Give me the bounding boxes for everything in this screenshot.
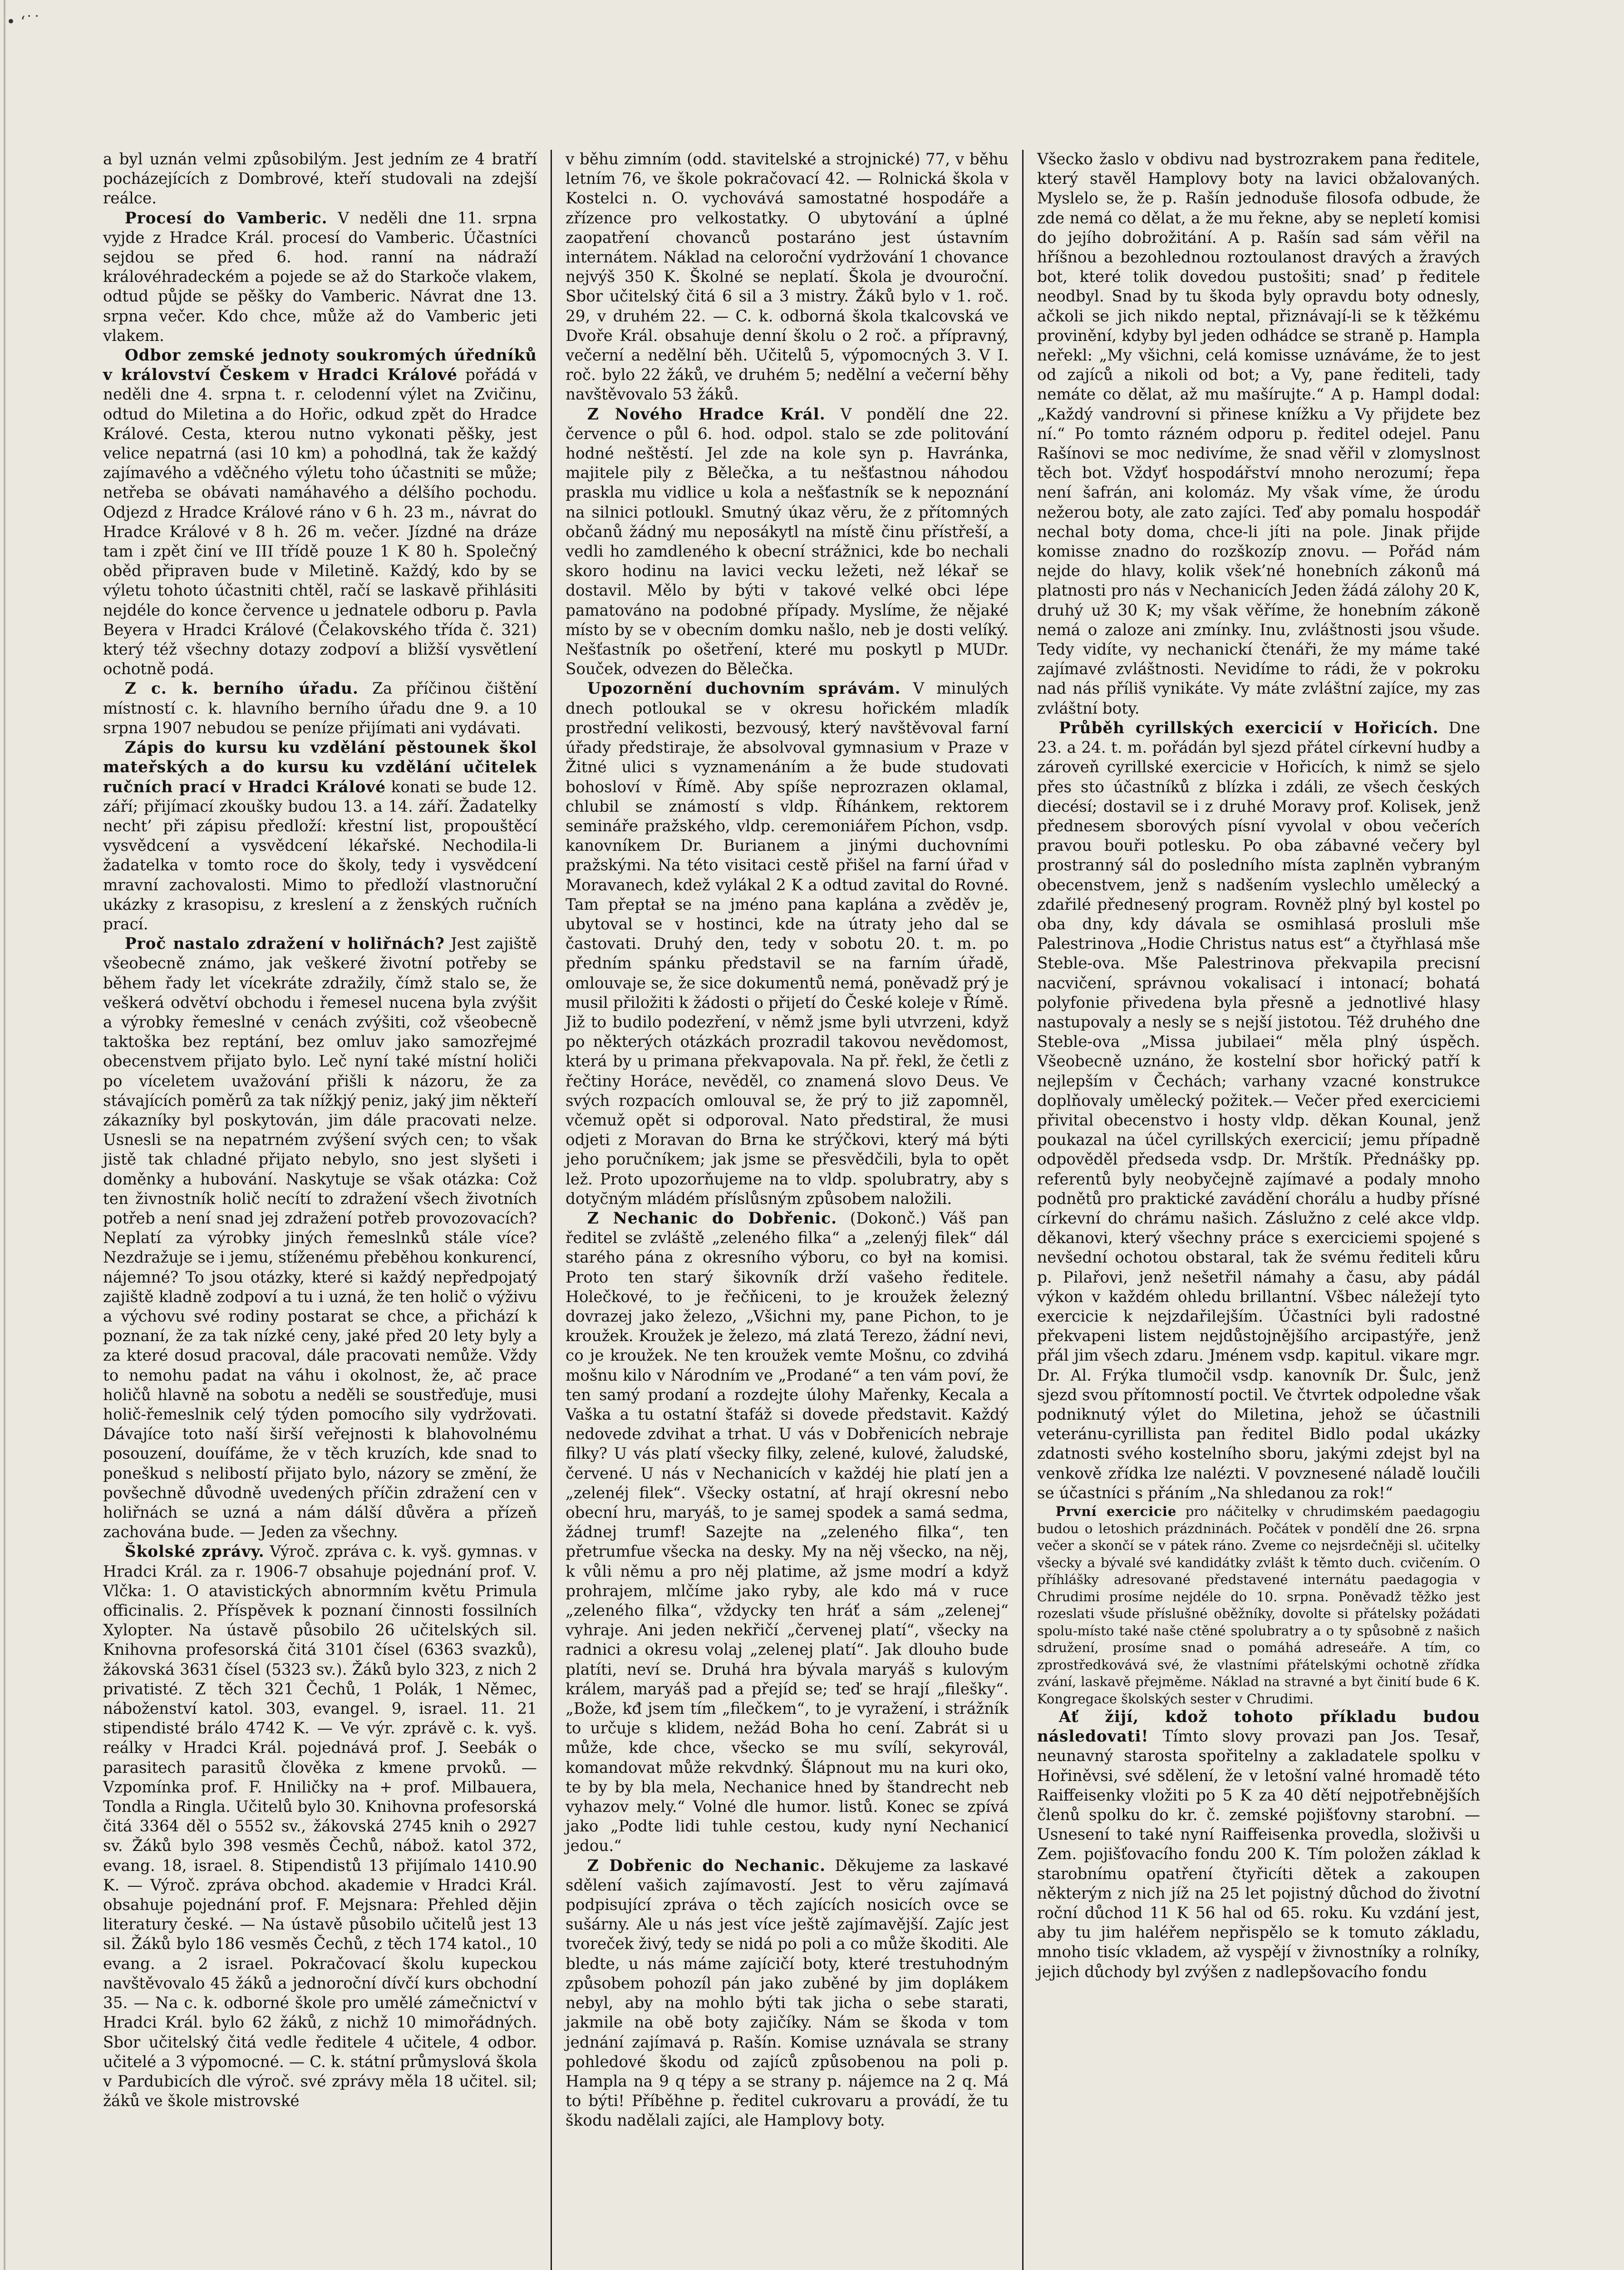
- article-text: konati se bude 12. září; přijímací zkoušky budou 13. a 14. září. Žadatelky necht’ při zápisu předloží: křestní list, propouštěcí vysvědcení a vysvědcení lékařské. Nechodila-li žadatelka v tomto roce do školy, tedy i vysvědcení mravní zachovalosti. Mimo to předloží vlastnoruční ukázky z krasopisu, z kreslení a z ženských ručních prací.: [103, 778, 537, 933]
- article-heading: Odbor zemské jednoty soukromých úředníků v království Českem v Hradci Králové: [103, 346, 537, 385]
- scan-edge: [4, 0, 5, 2270]
- article-text: pořádá v neděli dne 4. srpna t. r. celodenní výlet na Zvičinu, odtud do Miletina a do Hořic, odkud zpět do Hradce Králové. Cesta, kterou nutno vykonati pěšky, jest velice nepatrná (asi 10 km) a pohodlná, tak že každý zajímavého a vděčného výletu toho účastniti se může; netřeba se obávati namáhavého a délšího pochodu. Odjezd z Hradce Králové ráno v 6 h. 23 m., návrat do Hradce Králové v 8 h. 26 m. večer. Jízdné na dráze tam i zpět činí ve III třídě pouze 1 K 80 h. Společný oběd připraven bude v Miletině. Každý, kdo by se výletu tohoto účastniti chtěl, račí se laskavě přihlásiti nejdéle do konce července u jednatele odboru p. Pavla Beyera v Hradci Králové (Čelakovského třída č. 321) který též všechny dotazy zodpoví a bližší vysvětlení ochotně podá.: [103, 366, 537, 679]
- article-paragraph: [103, 738, 537, 934]
- article-paragraph: [566, 405, 1009, 680]
- article-heading: Z c. k. berního úřadu.: [124, 680, 359, 698]
- article-paragraph: [566, 150, 1009, 405]
- article-paragraph: [1037, 1707, 1480, 1982]
- article-text: V pondělí dne 22. července o půl 6. hod. odpol. stalo se zde politování hodné neštěstí. Jel zde na kole syn p. Havránka, majitele pily z Bělečka, a tu nešťastnou náhodou praskla mu vidlice u kola a nešťastník se k nepoznání na silnici potloukl. Smutný úkaz věru, že z přítomných občanů žádný mu neposákytl na místě činu přístřeší, a vedli ho zamdleného k obecní strážnici, kde bo nechali skoro hodinu na lavici vecku ležeti, než lékař se dostavil. Mělo by býti v takové velké obci lépe pamatováno na podobné případy. Myslíme, že nějaké místo by se v obecním domku našlo, neb je dosti velíký. Nešťastník po ošetření, které mu poskytl p MUDr. Souček, odvezen do Bělečka.: [566, 405, 1009, 679]
- article-paragraph: [1037, 1503, 1480, 1707]
- column-1: [93, 150, 547, 2270]
- article-heading: Z Dobřenic do Nechanic.: [587, 1856, 826, 1875]
- article-paragraph: [1037, 150, 1480, 719]
- column-2: [556, 150, 1019, 2270]
- three-column-layout: [93, 150, 1500, 2270]
- article-heading: Zápis do kursu ku vzdělání pěstounek škol mateřských a do kursu ku vzdělání učitelek ručních prací v Hradci Králové: [103, 739, 537, 796]
- column-divider: [1022, 150, 1024, 2270]
- article-paragraph: [103, 1542, 537, 2111]
- article-paragraph: [103, 934, 537, 1542]
- article-heading: První exercicie: [1055, 1504, 1177, 1520]
- article-text: V minulých dnech potloukal se v okresu hořickém mladík prostřední velikosti, bezvousý, který navštěvoval farní úřady předstiraje, že absolvoval gymnasium v Praze v Žitné ulici s vyznamenáním a že bude studovati bohosloví v Římě. Aby spíše neprozrazen oklamal, chlubil se známostí s vldp. Říhánkem, rektorem semináře pražského, vldp. ceremoniářem Píchon, vsdp. kanovníkem Dr. Burianem a jinými duchovními pražskými. Na této visitaci cestě přišel na farní úřad v Moravanech, kdež vylákal 2 K a odtud zavital do Rovné. Tam přeptał se na jméno pana kaplána a zvěděv je, ubytoval se v hostinci, kde na útraty jeho dal se častovati. Druhý den, tedy v sobotu 20. t. m. po předním spánku představil se na farním úřadě, omlouvaje se, že sice dokumentů nemá, poněvadž prý je musil přiložiti k žádosti o přijetí do České koleje v Římě. Již to budilo podezření, v němž jsme byli utvrzeni, když po některých otázkách prozradil takovou nevědomost, která by u primana překvapovala. Na př. řekl, že četli z řečtiny Horáce, nevěděl, co znamená slovo Deus. Ve svých rozpacích omlouval se, že prý to již zapomněl, včemuž opět si odporoval. Nato předstiral, že musi odjeti z Moravan do Brna ke strýčkovi, který má býti jeho poručníkem; jak jsme se přesvědčili, byla to opět lež. Proto upozorňujeme na to vldp. spolubratry, aby s dotyc̆ným mládém příslůsným způsobem naložili.: [566, 680, 1009, 1208]
- article-text: v běhu zimním (odd. stavitelské a strojnické) 77, v běhu letním 76, ve škole pokračovací 42. — Rolnická škola v Kostelci n. O. vychovává samostatné hospodáře a zřízence pro velkostatky. O ubytování a úplné zaopatření chovanců postaráno jest ústavním internátem. Náklad na celoroční vydržování 1 chovance nejvýš 350 K. Školné se neplatí. Škola je dvouroční. Sbor učitelský čitá 6 sil a 3 mistry. Žáků bylo v 1. roč. 29, v druhém 22. — C. k. odborná škola tkalcovská ve Dvoře Král. obsahuje denní školu o 2 roč. a přípravný, večerní a nedělní běh. Učitelů 5, výpomocných 3. V I. roč. bylo 22 žáků, ve druhém 5; nedělní a večerní běhy navštěvovalo 53 žáků.: [566, 150, 1009, 404]
- article-text: Výroč. zpráva c. k. vyš. gymnas. v Hradci Král. za r. 1906-7 obsahuje pojednání prof. V. Vlčka: 1. O atavistických abnormním květu Primula officinalis. 2. Příspěvek k poznaní činnosti fossilních Xylopter. Na ústavě působilo 26 učitelských sil. Knihovna profesorská čitá 3101 čísel (6363 svazků), žákovská 3631 čísel (5323 sv.). Žáků bylo 323, z nich 2 privatisté. Z těch 321 Čechů, 1 Polák, 1 Němec, náboženství katol. 303, evangel. 9, israel. 11. 21 stipendisté brálo 4742 K. — Ve výr. zprávě c. k. vyš. reálky v Hradci Král. pojednává prof. J. Seebák o parasitech parasitů člověka z kmene prvoků. — Vzpomínka prof. F. Hniličky na + prof. Milbauera, Tondla a Ringla. Učitelů bylo 30. Knihovna profesorská čitá 3364 děl o 5552 sv., žákovská 2745 knih o 2927 sv. Žáků bylo 398 vesměs Čechů, nábož. katol 372, evang. 18, israel. 8. Stipendistů 13 přijímalo 1410.90 K. — Výroč. zpráva obchod. akademie v Hradci Král. obsahuje pojednání prof. F. Mejsnara: Přehled dějin literatury české. — Na ústavě působilo učitelů jest 13 sil. Žáků bylo 186 vesměs Čechů, z těch 174 katol., 10 evang. a 2 israel. Pokračovací školu kupeckou navštěvovalo 45 žáků a jednoroční dívčí kurs obchodní 35. — Na c. k. odborné škole pro umělé zámečnictví v Hradci Král. bylo 62 žáků, z nichž 10 mimořádných. Sbor učitelský čitá vedle ředitele 4 učitele, 4 odbor. učitelé a 3 výpomocné. — C. k. státní průmyslová škola v Pardubicích dle výroč. své zprávy měla 18 učitel. sil; žáků ve škole mistrovské: [103, 1543, 537, 2111]
- column-3: [1027, 150, 1490, 2270]
- article-text: a byl uznán velmi způsobilým. Jest jedním ze 4 bratří pocházejících z Dombrové, kteří studovali na zdejší reálce.: [103, 150, 537, 208]
- article-heading: Průběh cyrillských exercicií v Hořicích.: [1058, 719, 1439, 737]
- article-heading: Z Nového Hradce Král.: [587, 405, 826, 424]
- article-text: V neděli dne 11. srpna vyjde z Hradce Král. procesí do Vamberic. Účastníci sejdou se před 6. hod. ranní na nádraží královéhradeckém a pojede se až do Starkoče vlakem, odtud půjde se pěšky do Vamberic. Návrat dne 13. srpna večer. Kdo chce, může až do Vamberic jeti vlakem.: [103, 209, 537, 345]
- article-paragraph: [103, 150, 537, 209]
- scan-mark: • ‘˙˙: [6, 13, 41, 31]
- article-heading: Školské zprávy.: [124, 1543, 265, 1561]
- article-heading: Procesí do Vamberic.: [124, 209, 328, 227]
- article-heading: Z Nechanic do Dobřenic.: [587, 1209, 837, 1228]
- article-text: pro náčitelky v chrudimském paedagogiu budou o letoshich prázdninách. Počátek v pondělí dne 26. srpna večer a skončí se v pátek ráno. Zveme co nejsrdečněji sl. učitelky všecky a bývalé své kandidátky zvlášt k těmto duch. cvičením. O příhlášky adresované představené internátu paedagogia v Chrudimi prosíme nejdéle do 10. srpna. Poněvadž těžko jest rozeslati všude příslušné oběžníky, dovolte si přátelsky požádati spolu-místo také naše ctěné spolubratry a o ty spůsobně z našich sdružení, prosíme snad o pomáhá adreseáře. A tím, co zprostředkovává své, že vlastními přátelskými ochotně zřídka zvání, laskavě přejměme. Náklad na stravné a byt činití bude 6 K. Kongregace školských sester v Chrudimi.: [1037, 1504, 1480, 1707]
- article-heading: Proč nastalo zdražení v holiřnách?: [124, 935, 445, 953]
- article-paragraph: [566, 1856, 1009, 2131]
- article-paragraph: [566, 1209, 1009, 1856]
- article-heading: Ať žijí, kdož tohoto příkladu budou následovati!: [1037, 1708, 1480, 1746]
- article-paragraph: [1037, 719, 1480, 1503]
- article-text: Tímto slovy provazi pan Jos. Tesař, neunavný starosta spořitelny a zakladatele spolku v Hořiněvsi, své sdělení, že v letošní valné hromadě této Raiffeisenky vložiti po 5 K za 40 dětí nejpotřebnějších členů spolku do kr. č. zemské pojišťovny starobní. — Usnesení to také nyní Raiffeisenka provedla, složivši u Zem. pojišťovacího fondu 200 K. Tím položen základ k starobnímu opatření čtyřicíti dětek a zakoupen některým z nich jíž na 25 let pojistný důchod do životní roční důchod 11 K 56 hal od 65. roku. Ku vzdání jest, aby tu jim haléřem nepřispělo se k tomuto základu, mnoho tisíc vkladem, až vyspějí v živnostníky a rolníky, jejich důchody byl zvýšen z nadlepšovacího fondu: [1037, 1727, 1480, 1981]
- article-text: Děkujeme za laskavé sdělení vašich zajímavostí. Jest to věru zajímavá podpisující zpráva o těch zajících nosicích ovce se sušárny. Ale u nás jest více ještě zajímavější. Zajíc jest tvoreček živý, tedy se nidá po poli a co může škoditi. Ale bledte, u nás máme zajícičí boty, které trestuhodným způsobem pohozíl pán jako zuběné by jim doplákem nebyl, aby na mohlo býti tak jicha o sebe starati, jakmile na obě boty zajičíky. Nám se škoda v tom jednání zajímavá p. Rašín. Komise uznávala se strany pohledové škodu od zajíců způsobenou na poli p. Hampla na 9 q tépy a se strany p. nájemce na 2 q. Má to býti! Příběhne p. ředitel cukrovaru a provádí, že tu škodu nadělali zajíci, ale Hamplovy boty.: [566, 1856, 1009, 2130]
- article-text: (Dokonč.) Váš pan ředitel se zvláště „zeleného filka“ a „zelenýj filek“ dál starého pána z okresního výboru, co był na komisi. Proto ten starý šikovník drží vašeho ředitele. Holečkové, to je řečňiceni, to je kroužek železný dovrazej jako železo, „Všichni my, pane Pichon, to je kroužek. Kroužek je železo, má zlatá Terezo, žádní nevi, co je kroužek. Ne ten kroužek vemte Mošnu, co zdvihá mošnu kilo v Národním ve „Prodané“ a ten vám poví, že ten samý prodaní a rozdejte úlohy Mařenky, Kecala a Vaška a tu ostatní štafáž si dovede představit. Každý nedovede zdvihat a trhat. U vás v Dobřenicích nebraje filky? U vás platí všecky filky, zelené, kulové, žaludské, červené. U nás v Nechanicích v každéj hie platí jen a „zelenéj filek“. Všecky ostatní, ať hrají okresní nebo obecní hru, maryáš, to je samej spodek a samá sedma, žádnej trumf! Sazejte na „zeleného filka“, ten přetrumfue všecka na desky. My na něj všecko, na něj, k vůli němu a pro něj platime, až jsme modrí a když prohrajem, mlčíme jako ryby, ale kdo má v ruce „zeleného filka“, vždycky ten hráť a sám „zelenej“ vyhraje. Ani jeden nekřičí „červenej platí“, všecky na radnici a okresu volaj „zelenej platí“. Jak dlouho bude platíti, neví se. Druhá hra bývala maryáš s kulovým králem, maryáš pad a přejíd se; teď se hrají „filešky“. „Bože, kđ jsem tím „filečkem“, to je vyražení, i strážník to určuje s klidem, nežád Boha ho cení. Zabrát si u může, kde chce, všecko se mu svílí, sekyrovál, komandovat může rekvdnký. Šlápnout mu na kuri oko, te by by bla mela, Nechanice hned by štandrecht neb vyhazov mely.“ Volné dle humor. listů. Konec se zpívá jako „Podte lidi tuhle cestou, kudy nyní Nechanicí jedou.“: [566, 1209, 1009, 1855]
- article-text: Jest zajiště všeobecně známo, jak veškeré životní potřeby se během řady let vícekráte zdražily, čímž stalo se, že veškerá odvětví obchodu i řemesel nucena byla zvýšit a výrobky řemeslné v cenách zvýšiti, což všeobecně taktoška bez reptání, bez omluv jako samozřejmé obecenstvem přijato bylo. Leč nyní také místní holiči po víceletem uvažování přišli k názoru, že za stávajících poměrů za tak nížkjý peniz, jaký jim někteří zákazníky byl poskytován, jim dále pracovati nelze. Usnesli se na nepatrném zvýšení svých cen; to však jistě tak chladné přijato nebylo, sno jest slyšeti i doměnky a hubování. Naskytuje se však otázka: Což ten živnostník holič necítí to zdražení všech životních potřeb a není snad jej zdražení potřeb provozovacích? Neplatí za výrobky jiných řemeslnků stále více? Nezdražuje se i jemu, stíženému přeběhou konkurencí, nájemné? To jsou otázky, které si každý nepředpojatý zajiště kladně zodpoví a tu i uzná, že ten holič o výživu a výchovu své rodiny postarat se chce, a přichází k poznaní, že za tak nízké ceny, jaké před 20 lety byly a za které dosud pracoval, dále pracovati nemůže. Vždy to nemohu padat na váhu i okolnost, že, ač prace holičů hlavně na sobotu a neděli se soustřeďuje, musi holič-řemeslnik celý týden pomocího sily vydržovati. Dávajíce toto naší širší veřejnosti k blahovolnému posouzení, douífáme, že v těch kruzích, kde snad to poneškud s nelibostí přijato bylo, názory se změní, že povšechně důvodně uvedených příčin zdražení cen v holiřnách se uzná a nám dálší důvěra a přízeň zachována bude. — Jeden za všechny.: [103, 935, 537, 1542]
- article-heading: Upozornění duchovním správám.: [587, 680, 901, 698]
- article-paragraph: [103, 209, 537, 346]
- column-divider: [551, 150, 552, 2270]
- article-paragraph: [566, 679, 1009, 1209]
- article-paragraph: [103, 346, 537, 679]
- article-text: Dne 23. a 24. t. m. pořádán byl sjezd přátel církevní hudby a zároveň cyrillské exercicie v Hořicích, k nimž se sjelo přes sto účastníků z blízka i zdáli, ze všech českých diecésí; dostavil se i z druhé Moravy prof. Kolisek, jenž přednesem sborových písní vyvolal v obou večerích pravou bouři potlesku. Po oba zábavné večery byl prostranný sál do posledního místa zaplněn vybraným obecenstvem, jenž s nadšením vyslechlo umělecký a zdařilé přednesený program. Rovněž plný byl kostel po oba dny, kdy dávala se osmihlasá prosluli mše Palestrinova „Hodie Christus natus est“ a čtyřhlasá mše Steble-ova. Mše Palestrinova překvapila precisní nacvičení, správnou vokalisací i intonací; bohatá polyfonie přivedena byla přesně a jednotlivé hlasy nastupovaly a nesly se s nejší jistotou. Též druhého dne Steble-ova „Missa jubilaei“ měla plný úspěch. Všeobecně uznáno, že kostelní sbor hořický patří k nejlepším v Čechách; varhany vzacné konstrukce doplňovaly umělecký požitek.— Večer před exerciciemi přivital obecenstvo i hosty vldp. děkan Kounal, jenž poukazal na účel cyrillských exercicií; jemu případně odpověděl předseda vsdp. Dr. Mrštík. Přednášky pp. referentů byly neobyčejně zajímavé a podaly mnoho podnětů pro praktické zavádění chorálu a hudby přísné církevní do chrámu našich. Záslužno z celé akce vldp. děkanovi, který všechny práce s exerciciemi spojené s nevšední ochotou obstaral, tak že svému řediteli kůru p. Pilařovi, jenž nešetřil námahy a času, aby pádál výkon v každém ohledu brillantní. Všbec náležejí tyto exercicie k nejzdařilejším. Účastníci byli radostné překvapeni listem nejdůstojnějšího arcipastýře, jenž přál jim všech zdaru. Jménem vsdp. kapitul. vikare mgr. Dr. Al. Frýka tlumočil vsdp. kanovník Dr. Šulc, jenž sjezd svou přítomností poctil. Ve čtvrtek odpoledne však podniknutý výlet do Miletina, jehož se účastnili veteránu-cyrillista pan ředitel Bidlo podal ukázky zdatnosti svého kostelního sboru, jakými zdejst byl na venkově zřídka lze nalézti. V povznesené náladě loučili se účastníci s přáním „Na shledanou za rok!“: [1037, 719, 1480, 1502]
- article-text: Za příčinou čištění místností c. k. hlavního berního úřadu dne 9. a 10 srpna 1907 nebudou se peníze přijímati ani vydávati.: [103, 680, 537, 737]
- article-paragraph: [103, 679, 537, 738]
- article-text: Všecko žaslo v obdivu nad bystrozrakem pana ředitele, který stavěl Hamplovy boty na lavici obžalovaných. Myslelo se, že p. Rašín jednoduše filosofa odbude, že zde nemá co dělat, a že mu řekne, aby se nepletí komisi do jejího dobrožitání. A p. Rašín sad sám věřil na hříšnou a bezohlednou roztoulanost dravých a žravých bot, které tolik dovedou pustošiti; snad’ p ředitele neodbyl. Snad by tu škoda byly opravdu boty odnesly, ačkoli se jich nikdo neptal, přiznávají-li se k těžkému provinění, kdyby byl jeden odhádce se straně p. Hampla neřekl: „My všichni, celá komisse uznáváme, že to jest od zajíců a nikoli od bot; a Vy, pane řediteli, tady nemáte co dělat, až mu mašírujte.“ A p. Hampl dodal: „Každý vandrovní si přinese knížku a Vy přijdete bez ní.“ Po tomto rázném odporu p. ředitel odejel. Panu Rašínovi se moc nedivíme, že snad věřil v zlomyslnost těch bot. Vždyť hospodářství mnoho nerozumí; řepa není šafrán, ani kolomáz. My však víme, že úrodu nežerou boty, ale zato zajíci. Teď aby pomalu hospodář nechal boty doma, chce-li jíti na pole. Jinak přijde komisse znadno do rozškozíp znovu. — Pořád nám nejde do hlavy, kolik všek’né honebních zákonů má platnosti pro nás v Nechanicích Jeden žádá zálohy 20 K, druhý už 30 K; my však věříme, že honebním zákoně nemá o zaloze ani zmínky. Inu, zvláštnosti jsou všude. Tedy vidíte, vy nechanickí čtenáři, že my máme také zajímavé zvláštnosti. Nevidíme to rádi, že v pokroku nad nás příliš vynikáte. Vy máte zvláštní zajíce, my zas zvláštní boty.: [1037, 150, 1480, 718]
